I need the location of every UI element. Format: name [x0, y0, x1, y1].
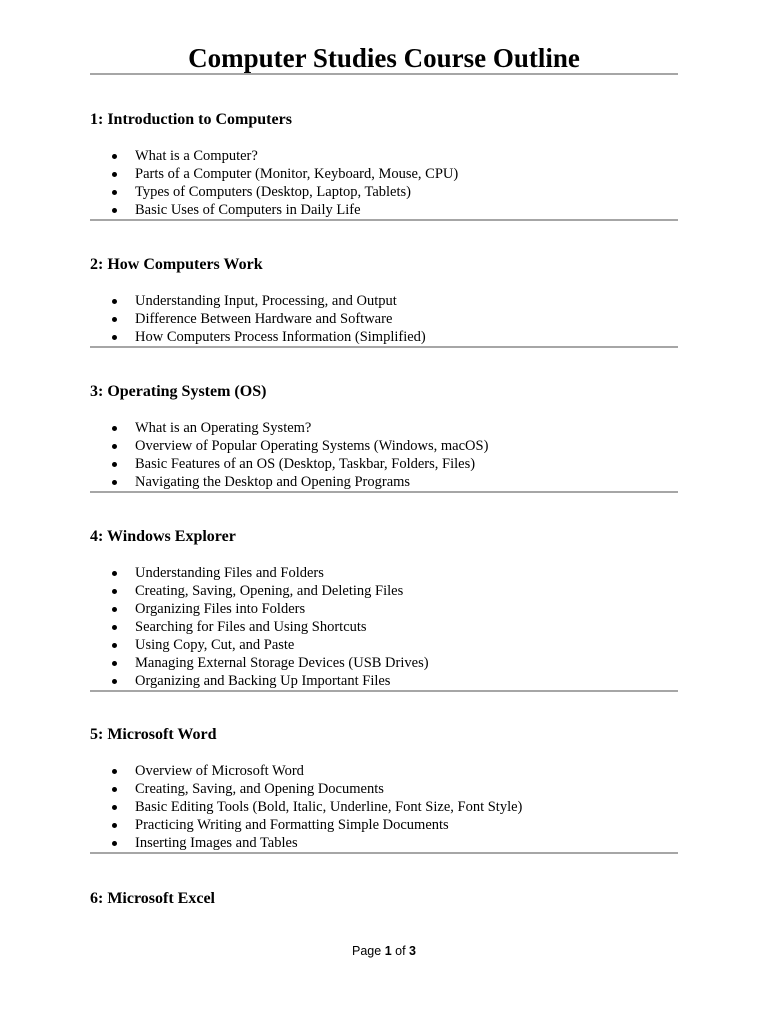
list-item: [90, 419, 678, 437]
bullet-icon: [112, 841, 117, 846]
list-item: [90, 600, 678, 618]
topic-list: [90, 564, 678, 690]
list-item-text: Overview of Microsoft Word: [135, 763, 304, 779]
list-item-text: How Computers Process Information (Simplified): [135, 329, 426, 345]
list-item-text: Navigating the Desktop and Opening Programs: [135, 474, 411, 490]
list-item-text: Creating, Saving, Opening, and Deleting Files: [135, 583, 404, 599]
list-item-text: Understanding Files and Folders: [135, 565, 324, 581]
section-divider: [90, 491, 678, 493]
list-item: [90, 762, 678, 780]
list-item: [90, 292, 678, 310]
bullet-icon: [112, 444, 117, 449]
bullet-icon: [112, 426, 117, 431]
list-item-text: Types of Computers (Desktop, Laptop, Tablets): [135, 184, 411, 200]
list-item: [90, 564, 678, 582]
topic-list: [90, 419, 678, 491]
section-divider: [90, 346, 678, 348]
bullet-icon: [112, 172, 117, 177]
total-page-count: 3: [409, 944, 416, 958]
page-title: Computer Studies Course Outline: [188, 43, 580, 73]
list-item-text: Searching for Files and Using Shortcuts: [135, 619, 367, 635]
list-item: [90, 654, 678, 672]
list-item-text: Basic Editing Tools (Bold, Italic, Underline, Font Size, Font Style): [135, 799, 523, 815]
topic-list: [90, 762, 678, 852]
list-item-text: Basic Uses of Computers in Daily Life: [135, 202, 361, 218]
section-divider: [90, 219, 678, 221]
bullet-icon: [112, 607, 117, 612]
list-item-text: What is an Operating System?: [135, 420, 312, 436]
list-item-text: What is a Computer?: [135, 148, 258, 164]
bullet-icon: [112, 625, 117, 630]
bullet-icon: [112, 661, 117, 666]
section-introduction-to-computers: [90, 110, 678, 221]
list-item: [90, 147, 678, 165]
section-operating-system: [90, 382, 678, 493]
list-item-text: Organizing and Backing Up Important Files: [135, 673, 391, 689]
list-item-text: Managing External Storage Devices (USB Drives): [135, 655, 429, 671]
section-microsoft-excel: [90, 889, 678, 909]
list-item: [90, 437, 678, 455]
page-number-footer: [0, 943, 768, 959]
bullet-icon: [112, 462, 117, 467]
section-heading: 4: Windows Explorer: [90, 528, 236, 545]
bullet-icon: [112, 679, 117, 684]
list-item: [90, 780, 678, 798]
list-item-text: Creating, Saving, and Opening Documents: [135, 781, 384, 797]
list-item: [90, 834, 678, 852]
title-divider: [90, 73, 678, 75]
section-heading: 2: How Computers Work: [90, 256, 263, 273]
of-label: of: [395, 944, 406, 958]
bullet-icon: [112, 769, 117, 774]
section-heading: 3: Operating System (OS): [90, 383, 267, 400]
list-item: [90, 473, 678, 491]
list-item: [90, 618, 678, 636]
bullet-icon: [112, 480, 117, 485]
section-divider: [90, 690, 678, 692]
list-item-text: Organizing Files into Folders: [135, 601, 306, 617]
list-item: [90, 183, 678, 201]
topic-list: [90, 292, 678, 346]
list-item-text: Inserting Images and Tables: [135, 835, 298, 851]
section-windows-explorer: [90, 527, 678, 692]
list-item: [90, 310, 678, 328]
list-item-text: Parts of a Computer (Monitor, Keyboard, Mouse, CPU): [135, 166, 459, 182]
list-item: [90, 816, 678, 834]
list-item: [90, 672, 678, 690]
current-page-number: 1: [384, 944, 392, 958]
bullet-icon: [112, 787, 117, 792]
bullet-icon: [112, 190, 117, 195]
bullet-icon: [112, 805, 117, 810]
bullet-icon: [112, 154, 117, 159]
bullet-icon: [112, 335, 117, 340]
list-item: [90, 582, 678, 600]
page-label: Page: [352, 944, 382, 958]
section-heading: 5: Microsoft Word: [90, 726, 217, 743]
section-heading: 6: Microsoft Excel: [90, 890, 215, 907]
list-item: [90, 201, 678, 219]
list-item-text: Practicing Writing and Formatting Simple Documents: [135, 817, 449, 833]
section-heading: 1: Introduction to Computers: [90, 111, 292, 128]
list-item-text: Understanding Input, Processing, and Output: [135, 293, 397, 309]
list-item: [90, 455, 678, 473]
list-item: [90, 636, 678, 654]
list-item: [90, 165, 678, 183]
list-item-text: Difference Between Hardware and Software: [135, 311, 393, 327]
list-item-text: Overview of Popular Operating Systems (Windows, macOS): [135, 438, 489, 454]
list-item: [90, 798, 678, 816]
list-item-text: Using Copy, Cut, and Paste: [135, 637, 295, 653]
section-divider: [90, 852, 678, 854]
bullet-icon: [112, 571, 117, 576]
bullet-icon: [112, 317, 117, 322]
bullet-icon: [112, 643, 117, 648]
bullet-icon: [112, 823, 117, 828]
topic-list: [90, 147, 678, 219]
list-item-text: Basic Features of an OS (Desktop, Taskbar, Folders, Files): [135, 456, 476, 472]
bullet-icon: [112, 299, 117, 304]
list-item: [90, 328, 678, 346]
section-microsoft-word: [90, 725, 678, 854]
bullet-icon: [112, 589, 117, 594]
section-how-computers-work: [90, 255, 678, 348]
bullet-icon: [112, 208, 117, 213]
